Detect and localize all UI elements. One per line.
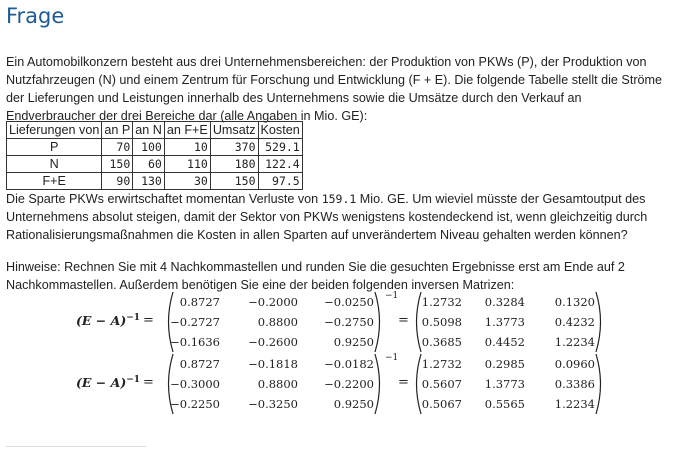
inverse-cell: 0.4232 [554, 315, 595, 329]
right-paren [372, 353, 386, 415]
inverse-cell: 0.3386 [554, 377, 595, 391]
table-cell: 180 [210, 156, 258, 173]
matrix-cell: −0.2200 [324, 377, 374, 391]
inverse-cell: 0.3284 [484, 295, 525, 309]
inverse-cell: 1.3773 [484, 377, 525, 391]
inverse-cell: 1.2732 [421, 295, 462, 309]
table-row [7, 173, 303, 190]
question-text-after: Mio. GE. Um wieviel müsste der Gesamtoutput des Unternehmens absolut steigen, damit der Sektor von PKWs wenigstens kostendeckend ist, wenn gleichzeitig durch Rationalisierungsmaßnahmen die Kosten in allen Sparten auf unverändertem Niveau gehalten werden können? [6, 192, 648, 242]
table-cell: 90 [102, 173, 133, 190]
table-cell: 70 [102, 139, 133, 156]
inverse-exponent: −1 [385, 353, 399, 363]
table-cell: 100 [133, 139, 165, 156]
matrix-cell: −0.2750 [324, 315, 374, 329]
inverse-cell: 0.4452 [484, 335, 525, 349]
matrix-cell: −0.1818 [248, 357, 298, 371]
matrix-cell: −0.2250 [170, 397, 220, 411]
table-header-row [7, 122, 303, 139]
matrix-cell: 0.9250 [333, 397, 374, 411]
page-title: Frage [6, 4, 65, 28]
inverse-cell: 0.5565 [484, 397, 525, 411]
equation-2 [0, 353, 680, 419]
matrix-cell: 0.8800 [257, 377, 298, 391]
table-cell: 60 [133, 156, 165, 173]
inverse-cell: 0.5607 [421, 377, 462, 391]
inverse-cell: 1.3773 [484, 315, 525, 329]
table-cell: F+E [7, 173, 102, 190]
matrix-cell: −0.1636 [170, 335, 220, 349]
equals-sign: = [143, 375, 154, 390]
inverse-cell: 0.0960 [554, 357, 595, 371]
equals-sign: = [398, 313, 409, 328]
divider [6, 446, 146, 447]
loss-value: 159.1 [321, 192, 357, 206]
equation-lhs-text: (E − A) [76, 313, 127, 329]
table-header-cell: an P [102, 122, 133, 139]
table-cell: 10 [164, 139, 210, 156]
equation-lhs-exponent: −1 [126, 375, 141, 385]
inverse-cell: 1.2234 [554, 335, 595, 349]
matrix-cell: 0.8727 [179, 295, 220, 309]
equation-lhs [76, 313, 140, 328]
table-cell: 150 [210, 173, 258, 190]
table-cell: N [7, 156, 102, 173]
table-cell: P [7, 139, 102, 156]
hint-paragraph: Hinweise: Rechnen Sie mit 4 Nachkommastellen und runden Sie die gesuchten Ergebnisse erst am Ende auf 2 Nachkommastellen. Außerdem benötigen Sie eine der beiden folgenden inversen Matrizen: [6, 260, 625, 292]
table-header-cell: Kosten [258, 122, 302, 139]
inverse-cell: 0.5067 [421, 397, 462, 411]
table-cell: 97.5 [258, 173, 302, 190]
inverse-cell: 0.3685 [421, 335, 462, 349]
table-header-cell: an N [133, 122, 165, 139]
matrix-cell: −0.2727 [170, 315, 220, 329]
right-paren [372, 291, 386, 353]
equation-lhs-text: (E − A) [76, 375, 127, 391]
equation-lhs-exponent: −1 [126, 313, 141, 323]
inverse-exponent: −1 [385, 291, 399, 301]
inverse-cell: 0.2985 [484, 357, 525, 371]
table-cell: 150 [102, 156, 133, 173]
inverse-cell: 1.2234 [554, 397, 595, 411]
inverse-cell: 1.2732 [421, 357, 462, 371]
equals-sign: = [143, 313, 154, 328]
table-header-cell: an F+E [164, 122, 210, 139]
matrix-cell: −0.3250 [248, 397, 298, 411]
table-cell: 370 [210, 139, 258, 156]
table-header-cell: Lieferungen von [7, 122, 102, 139]
right-paren [593, 353, 607, 415]
table-cell: 122.4 [258, 156, 302, 173]
equation-lhs [76, 375, 140, 390]
table-row [7, 139, 303, 156]
matrix-cell: −0.0182 [324, 357, 374, 371]
question-paragraph [6, 190, 670, 244]
matrix-cell: −0.3000 [170, 377, 220, 391]
right-paren [593, 291, 607, 353]
matrix-cell: 0.8800 [257, 315, 298, 329]
equals-sign: = [398, 375, 409, 390]
table-cell: 110 [164, 156, 210, 173]
matrix-cell: −0.0250 [324, 295, 374, 309]
matrix-cell: 0.9250 [333, 335, 374, 349]
table-cell: 130 [133, 173, 165, 190]
inverse-cell: 0.1320 [554, 295, 595, 309]
matrix-cell: −0.2000 [248, 295, 298, 309]
equation-1 [0, 291, 680, 357]
table-row [7, 156, 303, 173]
table-cell: 529.1 [258, 139, 302, 156]
flow-table [6, 121, 303, 190]
matrix-cell: 0.8727 [179, 357, 220, 371]
question-text-before: Die Sparte PKWs erwirtschaftet momentan Verluste von [6, 192, 322, 206]
table-cell: 30 [164, 173, 210, 190]
table-header-cell: Umsatz [210, 122, 258, 139]
inverse-cell: 0.5098 [421, 315, 462, 329]
intro-paragraph: Ein Automobilkonzern besteht aus drei Unternehmensbereichen: der Produktion von PKWs (P), der Produktion von Nutzfahrzeugen (N) und einem Zentrum für Forschung und Entwicklung (F + E). Die folgende Tabelle stellt die Ströme der Lieferungen und Leistungen innerhalb des Unternehmens sowie die Umsätze durch den Verkauf an Endverbraucher der drei Bereiche dar (alle Angaben in Mio. GE): [6, 55, 663, 123]
matrix-cell: −0.2600 [248, 335, 298, 349]
